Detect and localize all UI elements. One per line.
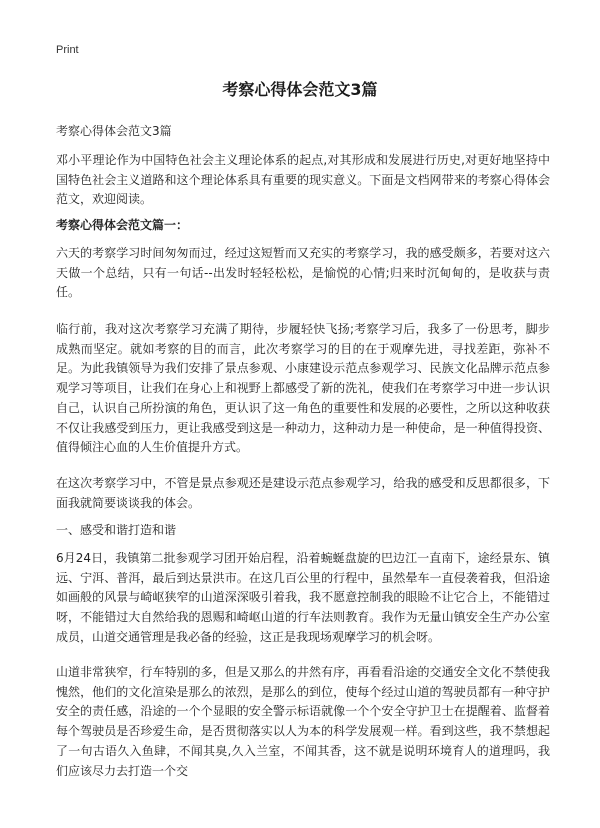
section-subheading: 一、感受和谐打造和谐: [56, 523, 177, 537]
page-title: 考察心得体会范文3篇: [222, 80, 378, 99]
body-paragraph: 六天的考察学习时间匆匆而过，经过这短暂而又充实的考察学习，我的感受颇多，若要对这六天做一个总结，只有一句话--出发时轻轻松松，是愉悦的心情;归来时沉甸甸的，是收获与责任。: [56, 246, 550, 300]
body-paragraph: 山道非常狭窄，行车特别的多，但是又那么的井然有序，再看看沿途的交通安全文化不禁使我愧然，他们的文化渲染是那么的浓烈，是那么的到位，使每个经过山道的驾驶员都有一种守护安全的责任感，沿途的一个个显眼的安全警示标语就像一个个安全守护卫士在提醒着、监督着每个驾驶员是否珍爱生命，是否贯彻落实以人为本的科学发展观一样。看到这些，我不禁想起了一句古语久入鱼肆，不闻其臭,久入兰室，不闻其香，这不就是说明环境育人的道理吗，我们应该尽力去打造一个交: [56, 665, 550, 778]
document-subtitle: 考察心得体会范文3篇: [56, 124, 172, 138]
body-paragraph: 在这次考察学习中，不管是景点参观还是建设示范点参观学习，给我的感受和反思都很多，下面我就简要谈谈我的体会。: [56, 476, 550, 510]
intro-paragraph: 邓小平理论作为中国特色社会主义理论体系的起点,对其形成和发展进行历史,对更好地坚持中国特色社会主义道路和这个理论体系具有重要的现实意义。下面是文档网带来的考察心得体会范文，欢迎阅读。: [56, 153, 550, 207]
print-link[interactable]: Print: [56, 44, 79, 56]
section-heading: 考察心得体会范文篇一：: [56, 218, 189, 232]
body-paragraph: 6月24日，我镇第二批参观学习团开始启程，沿着蜿蜒盘旋的巴边江一直南下，途经景东、镇远、宁洱、普洱，最后到达景洪市。在这几百公里的行程中，虽然晕车一直侵袭着我，但沿途如画般的风景与崎岖狭窄的山道深深吸引着我，我不愿意控制我的眼睑不让它合上，不能错过呀，不能错过大自然给我的恩赐和崎岖山道的行车法则教育。我作为无量山镇安全生产办公室成员，山道交通管理是我必备的经验，这正是我现场观摩学习的机会呀。: [56, 551, 550, 644]
body-paragraph: 临行前，我对这次考察学习充满了期待，步履轻快飞扬;考察学习后，我多了一份思考，脚步成熟而坚定。就如考察的目的而言，此次考察学习的目的在于观摩先进，寻找差距，弥补不足。为此我镇领导为我们安排了景点参观、小康建设示范点参观学习、民族文化品牌示范点参观学习等项目，让我们在身心上和视野上都感受了新的洗礼，使我们在考察学习中进一步认识自己，认识自己所扮演的角色，更认识了这一角色的重要性和发展的必要性，之所以这种收获不仅让我感受到压力，更让我感受到这是一种动力，这种动力是一种使命，是一种值得投资、值得倾注心血的人生价值提升方式。: [56, 322, 550, 455]
